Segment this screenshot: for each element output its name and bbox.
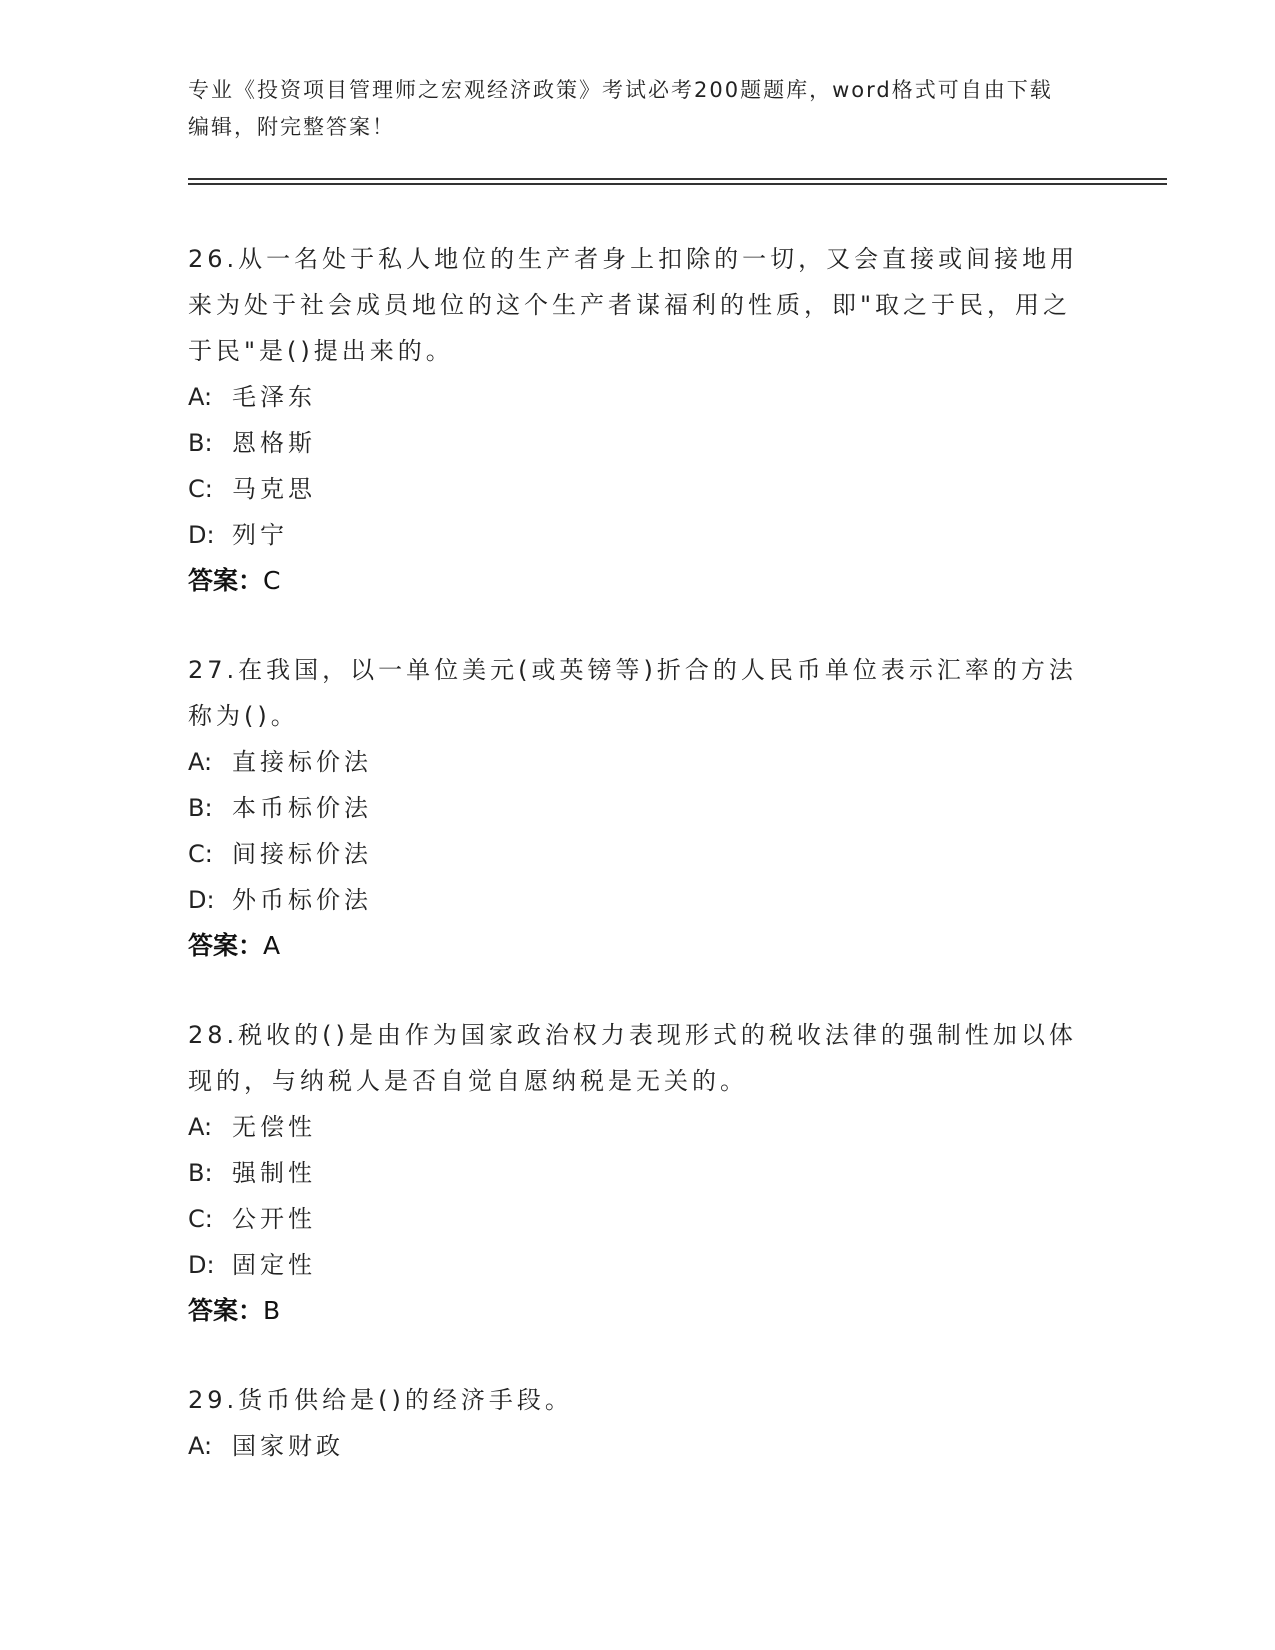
option-letter: B: (188, 429, 213, 457)
answer-value: C (263, 566, 282, 595)
option-text: 固定性 (232, 1251, 316, 1279)
option-letter: A: (188, 383, 213, 411)
question-stem: 28.税收的()是由作为国家政治权力表现形式的税收法律的强制性加以体现的，与纳税人是否自觉自愿纳税是无关的。 (188, 1021, 1077, 1095)
answer-value: A (263, 931, 282, 960)
option-a (188, 374, 1088, 420)
option-d (188, 1242, 1088, 1288)
answer-line (188, 558, 1088, 604)
option-text: 毛泽东 (232, 383, 316, 411)
option-letter: B: (188, 1159, 213, 1187)
option-c (188, 831, 1088, 877)
question-27 (188, 647, 1088, 969)
option-b (188, 785, 1088, 831)
document-header: 专业《投资项目管理师之宏观经济政策》考试必考200题题库，word格式可自由下载编辑，附完整答案！ (188, 78, 1053, 139)
option-b (188, 1150, 1088, 1196)
header-divider-top (188, 178, 1167, 180)
option-a (188, 739, 1088, 785)
option-letter: C: (188, 1205, 213, 1233)
option-text: 列宁 (232, 521, 288, 549)
option-b (188, 420, 1088, 466)
option-a (188, 1104, 1088, 1150)
option-text: 强制性 (232, 1159, 316, 1187)
option-c (188, 1196, 1088, 1242)
option-letter: A: (188, 1432, 213, 1460)
question-26 (188, 236, 1088, 604)
option-text: 外币标价法 (232, 886, 372, 914)
option-letter: D: (188, 1251, 215, 1279)
header-divider-bottom (188, 183, 1167, 185)
question-stem: 29.货币供给是()的经济手段。 (188, 1386, 573, 1414)
answer-value: B (263, 1296, 282, 1325)
option-letter: D: (188, 521, 215, 549)
option-text: 无偿性 (232, 1113, 316, 1141)
question-29 (188, 1377, 1088, 1469)
option-letter: B: (188, 794, 213, 822)
question-stem: 27.在我国，以一单位美元(或英镑等)折合的人民币单位表示汇率的方法称为()。 (188, 656, 1077, 730)
option-text: 马克思 (232, 475, 316, 503)
answer-label: 答案： (188, 1296, 264, 1325)
question-list (188, 236, 1088, 1512)
option-text: 恩格斯 (232, 429, 316, 457)
option-text: 直接标价法 (232, 748, 372, 776)
option-a (188, 1423, 1088, 1469)
answer-line (188, 923, 1088, 969)
option-c (188, 466, 1088, 512)
answer-line (188, 1288, 1088, 1334)
question-28 (188, 1012, 1088, 1334)
option-text: 公开性 (232, 1205, 316, 1233)
option-text: 国家财政 (232, 1432, 344, 1460)
option-d (188, 877, 1088, 923)
question-stem: 26.从一名处于私人地位的生产者身上扣除的一切，又会直接或间接地用来为处于社会成员地位的这个生产者谋福利的性质，即"取之于民，用之于民"是()提出来的。 (188, 245, 1079, 365)
option-letter: C: (188, 475, 213, 503)
option-d (188, 512, 1088, 558)
option-text: 间接标价法 (232, 840, 372, 868)
answer-label: 答案： (188, 566, 264, 595)
option-letter: A: (188, 748, 213, 776)
option-letter: C: (188, 840, 213, 868)
option-letter: D: (188, 886, 215, 914)
option-letter: A: (188, 1113, 213, 1141)
option-text: 本币标价法 (232, 794, 372, 822)
answer-label: 答案： (188, 931, 264, 960)
